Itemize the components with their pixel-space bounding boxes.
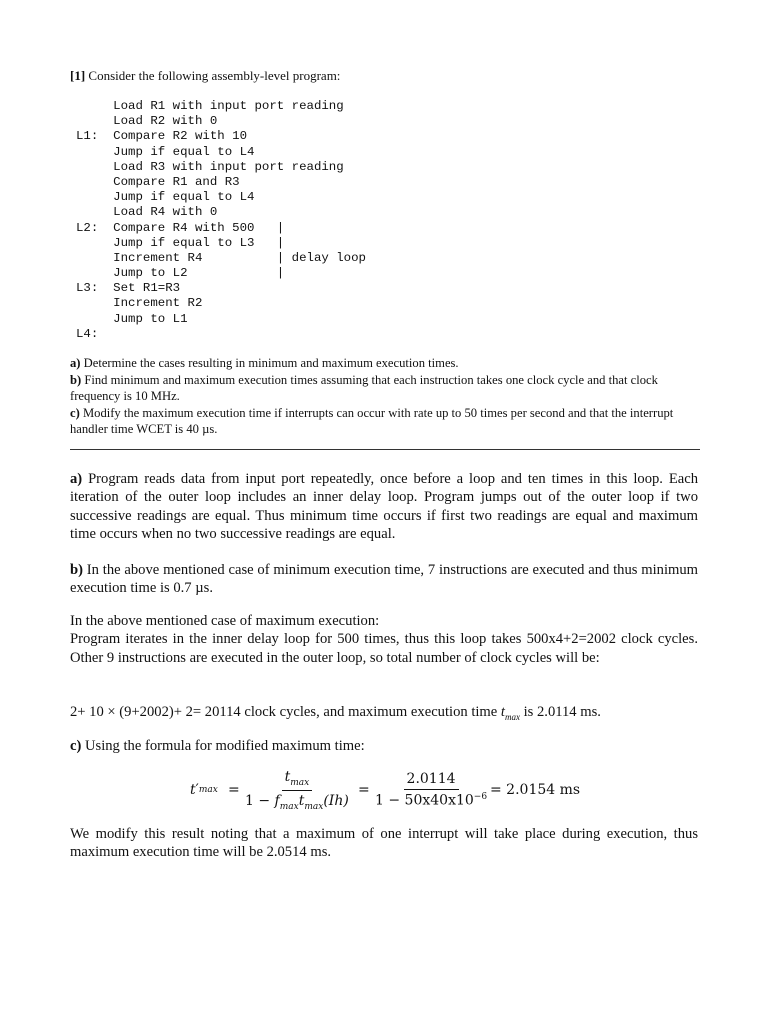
- code-line: L3: Set R1=R3: [76, 281, 181, 296]
- part-label: a): [70, 356, 81, 370]
- answer-part-a: [70, 470, 698, 544]
- fraction-2-denominator: [372, 790, 490, 809]
- formula-result: [490, 768, 580, 812]
- calc-prefix: 2+ 10 × (9+2002)+ 2= 20114 clock cycles, and maximum execution time: [70, 704, 501, 720]
- answer-part-b: [70, 561, 698, 598]
- answer-label: a): [70, 471, 83, 487]
- frac1-den-t: t: [298, 792, 305, 809]
- code-line: L4:: [76, 326, 99, 341]
- frac2-den-base: 1 − 50x40x10: [375, 792, 474, 809]
- fraction-2-numerator: 2.0114: [404, 771, 459, 790]
- formula-fraction-2: [372, 768, 490, 812]
- part-text: Modify the maximum execution time if interrupts can occur with rate up to 50 times per second and that the interrupt handler time WCET is 40 µs.: [70, 405, 674, 436]
- formula-lhs-sub: max: [198, 785, 218, 795]
- frac1-den-a: 1 −: [245, 792, 275, 809]
- code-line: Jump if equal to L3 |: [76, 235, 285, 250]
- modified-max-time-formula: [190, 768, 590, 812]
- formula-equals-2: =: [358, 782, 370, 798]
- part-label: b): [70, 372, 82, 387]
- answer-text: Program reads data from input port repeatedly, once before a loop and ten times in this loop. Each iteration of the outer loop includes an inner delay loop. Program jumps out of the outer loop if two successive readings are equal. Thus minimum time occurs if first two readings are equal and maximum time occurs when no two successive readings are equal.: [70, 471, 698, 543]
- answer-part-c: [70, 737, 698, 755]
- formula-equals-1: =: [228, 782, 240, 798]
- question-part-b: [70, 372, 700, 405]
- answer-b-maximum-case: [70, 612, 698, 667]
- code-line: L1: Compare R2 with 10: [76, 129, 248, 144]
- part-text: Find minimum and maximum execution times assuming that each instruction takes one clock cycle and that clock frequency is 10 MHz.: [70, 372, 658, 403]
- assembly-code-block: [76, 99, 366, 342]
- answer-label: b): [70, 562, 83, 578]
- code-line: Load R3 with input port reading: [76, 159, 344, 174]
- frac1-den-f: f: [274, 792, 280, 809]
- code-line: Load R2 with 0: [76, 114, 218, 129]
- calc-variable-sub: max: [504, 711, 520, 722]
- formula-lhs-prime: ′: [195, 782, 199, 798]
- question-number: [1]: [70, 68, 86, 83]
- question-intro: [70, 68, 340, 84]
- code-line: Increment R4 | delay loop: [76, 250, 366, 265]
- calc-variable: t: [500, 704, 505, 720]
- code-line: L2: Compare R4 with 500 |: [76, 220, 285, 235]
- question-part-c: [70, 405, 700, 438]
- question-part-a: [70, 355, 700, 372]
- code-line: Jump to L2 |: [76, 266, 285, 281]
- answer-b-max-heading: In the above mentioned case of maximum execution:: [70, 613, 380, 629]
- frac1-den-arg: (Ih): [323, 792, 349, 809]
- section-divider: [70, 449, 700, 450]
- code-line: Jump if equal to L4: [76, 144, 255, 159]
- part-text: Determine the cases resulting in minimum and maximum execution times.: [80, 356, 459, 370]
- frac1-num-var: t: [284, 768, 291, 785]
- formula-lhs: [190, 768, 218, 812]
- answer-final-note: We modify this result noting that a maximum of one interrupt will take place during execution, thus maximum execution time will be 2.0514 ms.: [70, 826, 698, 861]
- frac1-den-fsub: max: [279, 801, 299, 812]
- formula-result-text: = 2.0154 ms: [490, 782, 581, 798]
- formula-lhs-var: t: [190, 782, 196, 798]
- answer-b-calculation: [70, 703, 698, 726]
- code-line: Load R4 with 0: [76, 205, 218, 220]
- question-intro-text: Consider the following assembly-level program:: [88, 68, 341, 83]
- answer-text: Using the formula for modified maximum time:: [81, 738, 365, 754]
- answer-text: In the above mentioned case of minimum execution time, 7 instructions are executed and thus minimum execution time is 0.7 µs.: [70, 562, 698, 597]
- frac2-den-exp: −6: [473, 792, 488, 803]
- question-parts: [70, 355, 700, 438]
- formula-fraction-1: [242, 768, 352, 812]
- code-line: Compare R1 and R3: [76, 174, 240, 189]
- code-line: Jump if equal to L4: [76, 190, 255, 205]
- frac1-den-tsub: max: [304, 801, 324, 812]
- answer-b-max-text: Program iterates in the inner delay loop for 500 times, thus this loop takes 500x4+2=2002 clock cycles. Other 9 instructions are executed in the outer loop, so total number of clock cycles will be:: [70, 631, 698, 666]
- fraction-1-denominator: [242, 791, 352, 812]
- fraction-1-numerator: [282, 769, 313, 791]
- code-line: Increment R2: [76, 296, 203, 311]
- answer-label: c): [70, 738, 82, 754]
- code-line: Jump to L1: [76, 311, 188, 326]
- calc-suffix: is 2.0114 ms.: [519, 704, 601, 720]
- code-line: Load R1 with input port reading: [76, 99, 344, 113]
- frac1-num-sub: max: [290, 777, 310, 788]
- part-label: c): [70, 405, 80, 420]
